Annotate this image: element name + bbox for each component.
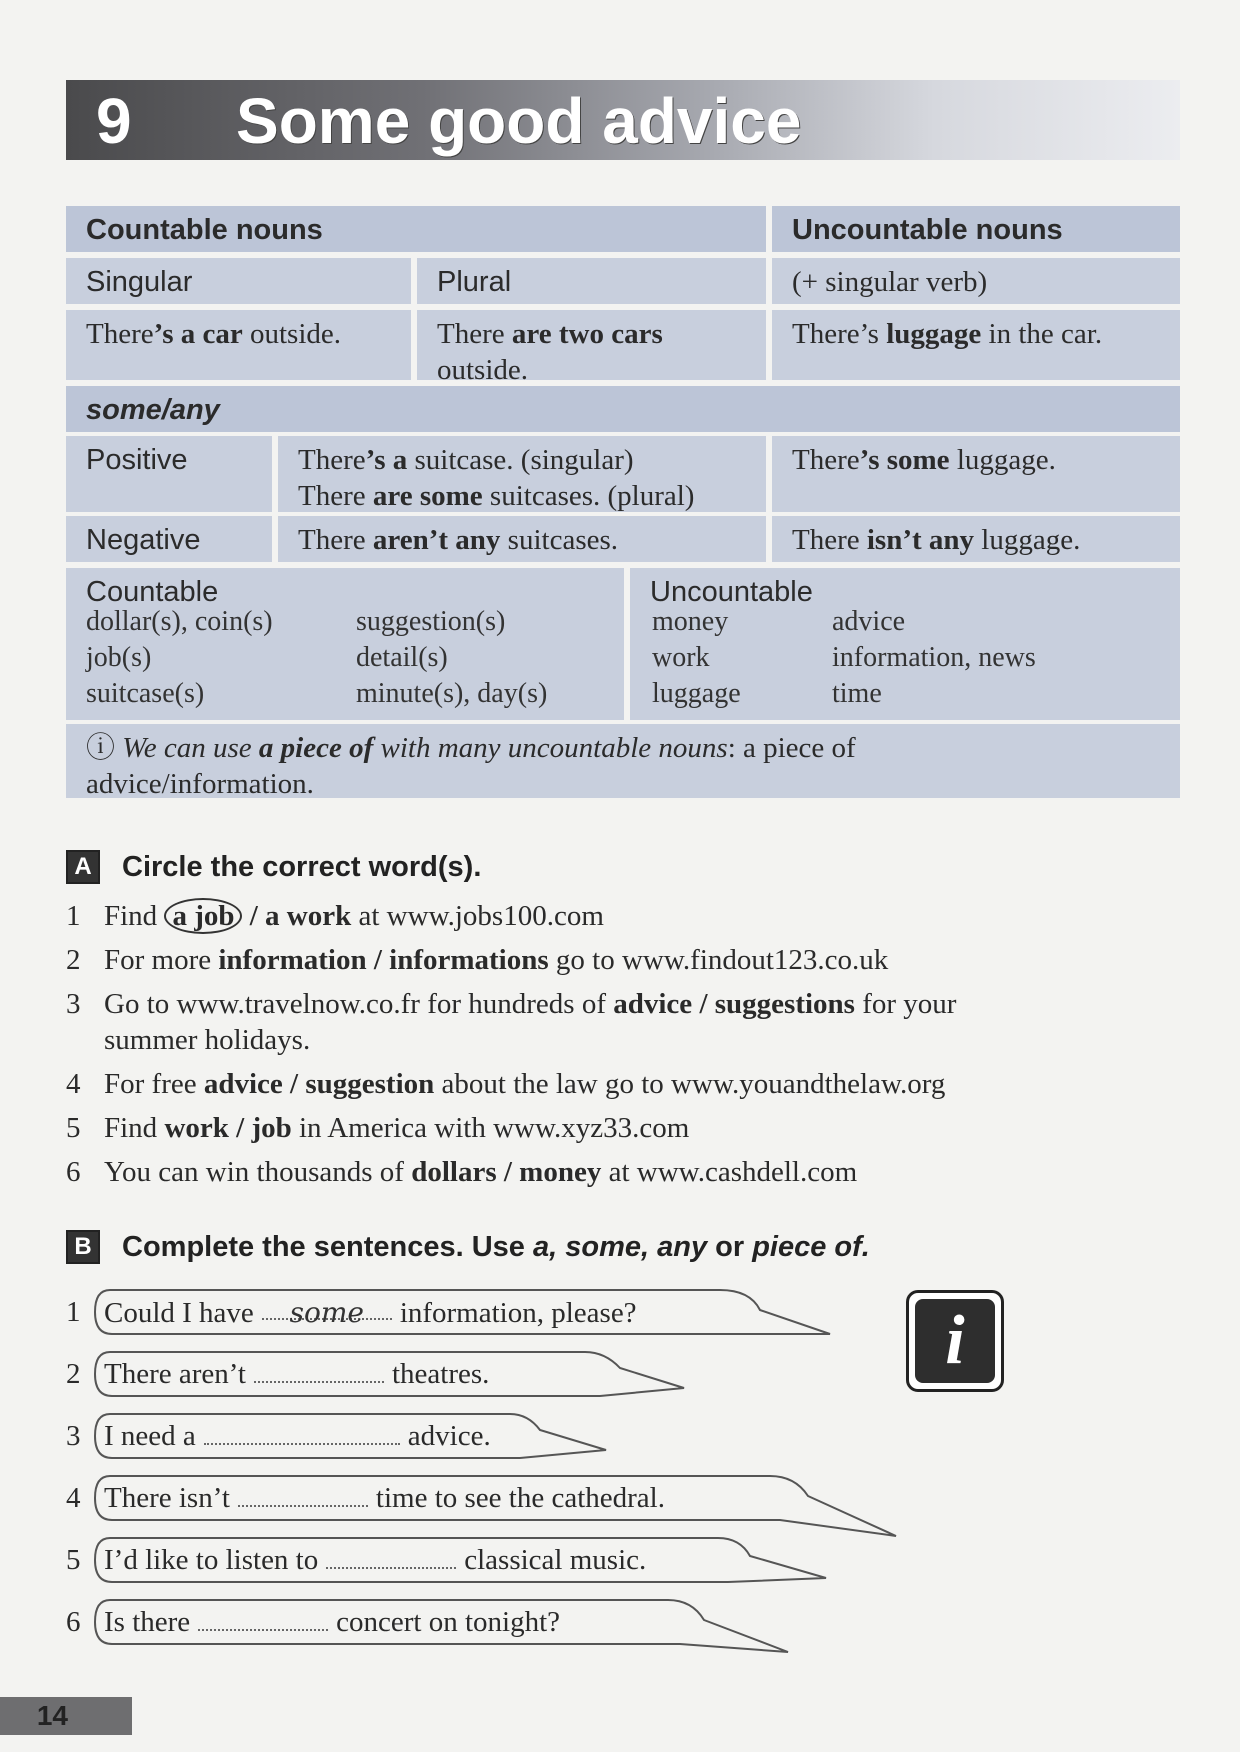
- exercise-b-item: [104, 1482, 665, 1515]
- ex-text: There: [298, 524, 373, 556]
- word-item: money: [652, 606, 729, 637]
- ex-bold: ’s a: [365, 444, 408, 476]
- word-item: luggage: [652, 678, 741, 709]
- ex-bold: are two cars: [511, 318, 663, 350]
- item-text: You can win thousands of: [104, 1156, 412, 1188]
- ex-text: suitcases. (plural): [482, 480, 695, 512]
- option-2[interactable]: suggestion: [305, 1068, 435, 1100]
- item-number: 1: [66, 900, 81, 932]
- option-2[interactable]: informations: [389, 944, 549, 976]
- option-2[interactable]: job: [251, 1112, 292, 1144]
- separator: /: [496, 1156, 520, 1188]
- title-italic: a, some, any: [532, 1230, 708, 1263]
- separator: /: [692, 988, 715, 1020]
- ex-text: There: [792, 524, 867, 556]
- answer-text: some: [289, 1296, 364, 1329]
- uncountable-note: (+ singular verb): [792, 266, 988, 298]
- ex-text: suitcases.: [500, 524, 619, 556]
- sentence-end: concert on tonight?: [336, 1606, 561, 1638]
- ex-text: luggage.: [974, 524, 1081, 556]
- option-2[interactable]: suggestions: [714, 988, 855, 1020]
- ex-text: There: [86, 318, 154, 350]
- item-text: For more: [104, 944, 219, 976]
- item-number: 6: [66, 1156, 81, 1188]
- item-text: for your: [854, 988, 957, 1020]
- sentence-start: I need a: [104, 1420, 196, 1452]
- item-number: 2: [66, 1358, 81, 1390]
- separator: /: [242, 900, 266, 932]
- ex-bold: ’s a car: [153, 318, 243, 350]
- info-glyph: i: [915, 1299, 995, 1383]
- item-text: Find: [104, 900, 165, 932]
- exercise-a-title: Circle the correct word(s).: [122, 850, 482, 883]
- sentence-end: theatres.: [391, 1358, 490, 1390]
- note-text: : a piece of advice/information.: [86, 732, 856, 800]
- item-text: at www.cashdell.com: [601, 1156, 858, 1188]
- item-text: For free: [104, 1068, 204, 1100]
- ex-text: There: [437, 318, 512, 350]
- sentence-start: Could I have: [104, 1297, 254, 1329]
- countable-list-title: Countable: [86, 576, 219, 608]
- item-number: 4: [66, 1068, 81, 1100]
- answer-blank[interactable]: [262, 1296, 392, 1329]
- sentence-start: There isn’t: [104, 1482, 230, 1514]
- answer-blank[interactable]: [254, 1359, 384, 1383]
- sentence-end: information, please?: [399, 1297, 637, 1329]
- item-text: go to www.findout123.co.uk: [548, 944, 889, 976]
- ex-text: There: [298, 444, 366, 476]
- answer-blank[interactable]: [238, 1483, 368, 1507]
- option-1[interactable]: information: [218, 944, 367, 976]
- item-text: Go to www.travelnow.co.fr for hundreds of: [104, 988, 614, 1020]
- ex-text: There: [792, 444, 860, 476]
- exercise-b-item: [104, 1544, 646, 1577]
- ex-bold: ’s some: [859, 444, 950, 476]
- info-icon: [906, 1290, 1004, 1392]
- item-number: 6: [66, 1606, 81, 1638]
- countable-header-text: Countable nouns: [86, 214, 323, 246]
- exercise-a-letter: A: [66, 850, 100, 884]
- sentence-end: classical music.: [464, 1544, 647, 1576]
- ex-bold: aren’t any: [372, 524, 501, 556]
- item-continuation: summer holidays.: [104, 1024, 311, 1056]
- ex-text: suitcase. (singular): [407, 444, 634, 476]
- exercise-b-item: [104, 1420, 491, 1453]
- item-number: 3: [66, 1420, 81, 1452]
- option-1[interactable]: advice: [613, 988, 693, 1020]
- unit-title: Some good advice: [236, 85, 802, 157]
- item-number: 1: [66, 1296, 81, 1328]
- item-number: 5: [66, 1544, 81, 1576]
- word-item: suitcase(s): [86, 678, 205, 709]
- sentence-start: Is there: [104, 1606, 191, 1638]
- unit-number: 9: [96, 85, 132, 157]
- uncountable-header-text: Uncountable nouns: [792, 214, 1063, 246]
- word-item: time: [832, 678, 882, 709]
- singular-label: Singular: [86, 266, 193, 298]
- separator: /: [228, 1112, 252, 1144]
- title-text: Complete the sentences. Use: [122, 1230, 533, 1263]
- uncountable-list-title: Uncountable: [650, 576, 813, 608]
- item-text: Find: [104, 1112, 165, 1144]
- option-2[interactable]: money: [519, 1156, 602, 1188]
- ex-text: in the car.: [981, 318, 1103, 350]
- option-1[interactable]: dollars: [411, 1156, 497, 1188]
- sentence-start: I’d like to listen to: [104, 1544, 319, 1576]
- word-item: minute(s), day(s): [356, 678, 548, 709]
- some-any-text: some/any: [86, 394, 220, 426]
- title-text: or: [707, 1230, 753, 1263]
- item-number: 3: [66, 988, 81, 1020]
- ex-text: There: [298, 480, 373, 512]
- page-number: 14: [0, 1697, 132, 1735]
- option-1[interactable]: a job: [164, 898, 242, 934]
- word-item: suggestion(s): [356, 606, 506, 637]
- word-item: job(s): [86, 642, 152, 673]
- word-item: detail(s): [356, 642, 448, 673]
- title-italic: piece of.: [752, 1230, 870, 1263]
- exercise-b-item: [104, 1606, 560, 1639]
- exercise-b-letter: B: [66, 1230, 100, 1264]
- sentence-end: advice.: [407, 1420, 491, 1452]
- option-2[interactable]: a work: [265, 900, 352, 932]
- ex-text: outside.: [242, 318, 342, 350]
- negative-label: Negative: [86, 524, 201, 556]
- ex-text: luggage.: [949, 444, 1056, 476]
- item-text: at www.jobs100.com: [351, 900, 604, 932]
- ex-bold: isn’t any: [866, 524, 975, 556]
- sentence-end: time to see the cathedral.: [375, 1482, 665, 1514]
- ex-text: outside.: [437, 354, 529, 386]
- answer-blank[interactable]: [204, 1421, 400, 1445]
- word-item: advice: [832, 606, 906, 637]
- note-italic: with many uncountable nouns: [373, 732, 728, 764]
- ex-bold: are some: [372, 480, 483, 512]
- answer-blank[interactable]: [326, 1545, 456, 1569]
- option-1[interactable]: work: [164, 1112, 229, 1144]
- word-item: information, news: [832, 642, 1036, 673]
- item-text: in America with www.xyz33.com: [291, 1112, 690, 1144]
- item-number: 4: [66, 1482, 81, 1514]
- word-item: work: [652, 642, 710, 673]
- note-bold-italic: a piece of: [258, 732, 374, 764]
- item-number: 5: [66, 1112, 81, 1144]
- info-circle-icon: ⓘ: [86, 732, 116, 764]
- word-item: dollar(s), coin(s): [86, 606, 273, 637]
- sentence-start: There aren’t: [104, 1358, 246, 1390]
- exercise-b-item: [104, 1358, 489, 1391]
- separator: /: [366, 944, 390, 976]
- item-text: about the law go to www.youandthelaw.org: [434, 1068, 946, 1100]
- answer-blank[interactable]: [198, 1607, 328, 1631]
- exercise-b-item: [104, 1296, 637, 1330]
- ex-text: There’s: [792, 318, 887, 350]
- note-italic: We can use: [122, 732, 259, 764]
- plural-label: Plural: [437, 266, 512, 298]
- separator: /: [282, 1068, 306, 1100]
- ex-bold: luggage: [886, 318, 982, 350]
- option-1[interactable]: advice: [203, 1068, 283, 1100]
- positive-label: Positive: [86, 444, 188, 476]
- item-number: 2: [66, 944, 81, 976]
